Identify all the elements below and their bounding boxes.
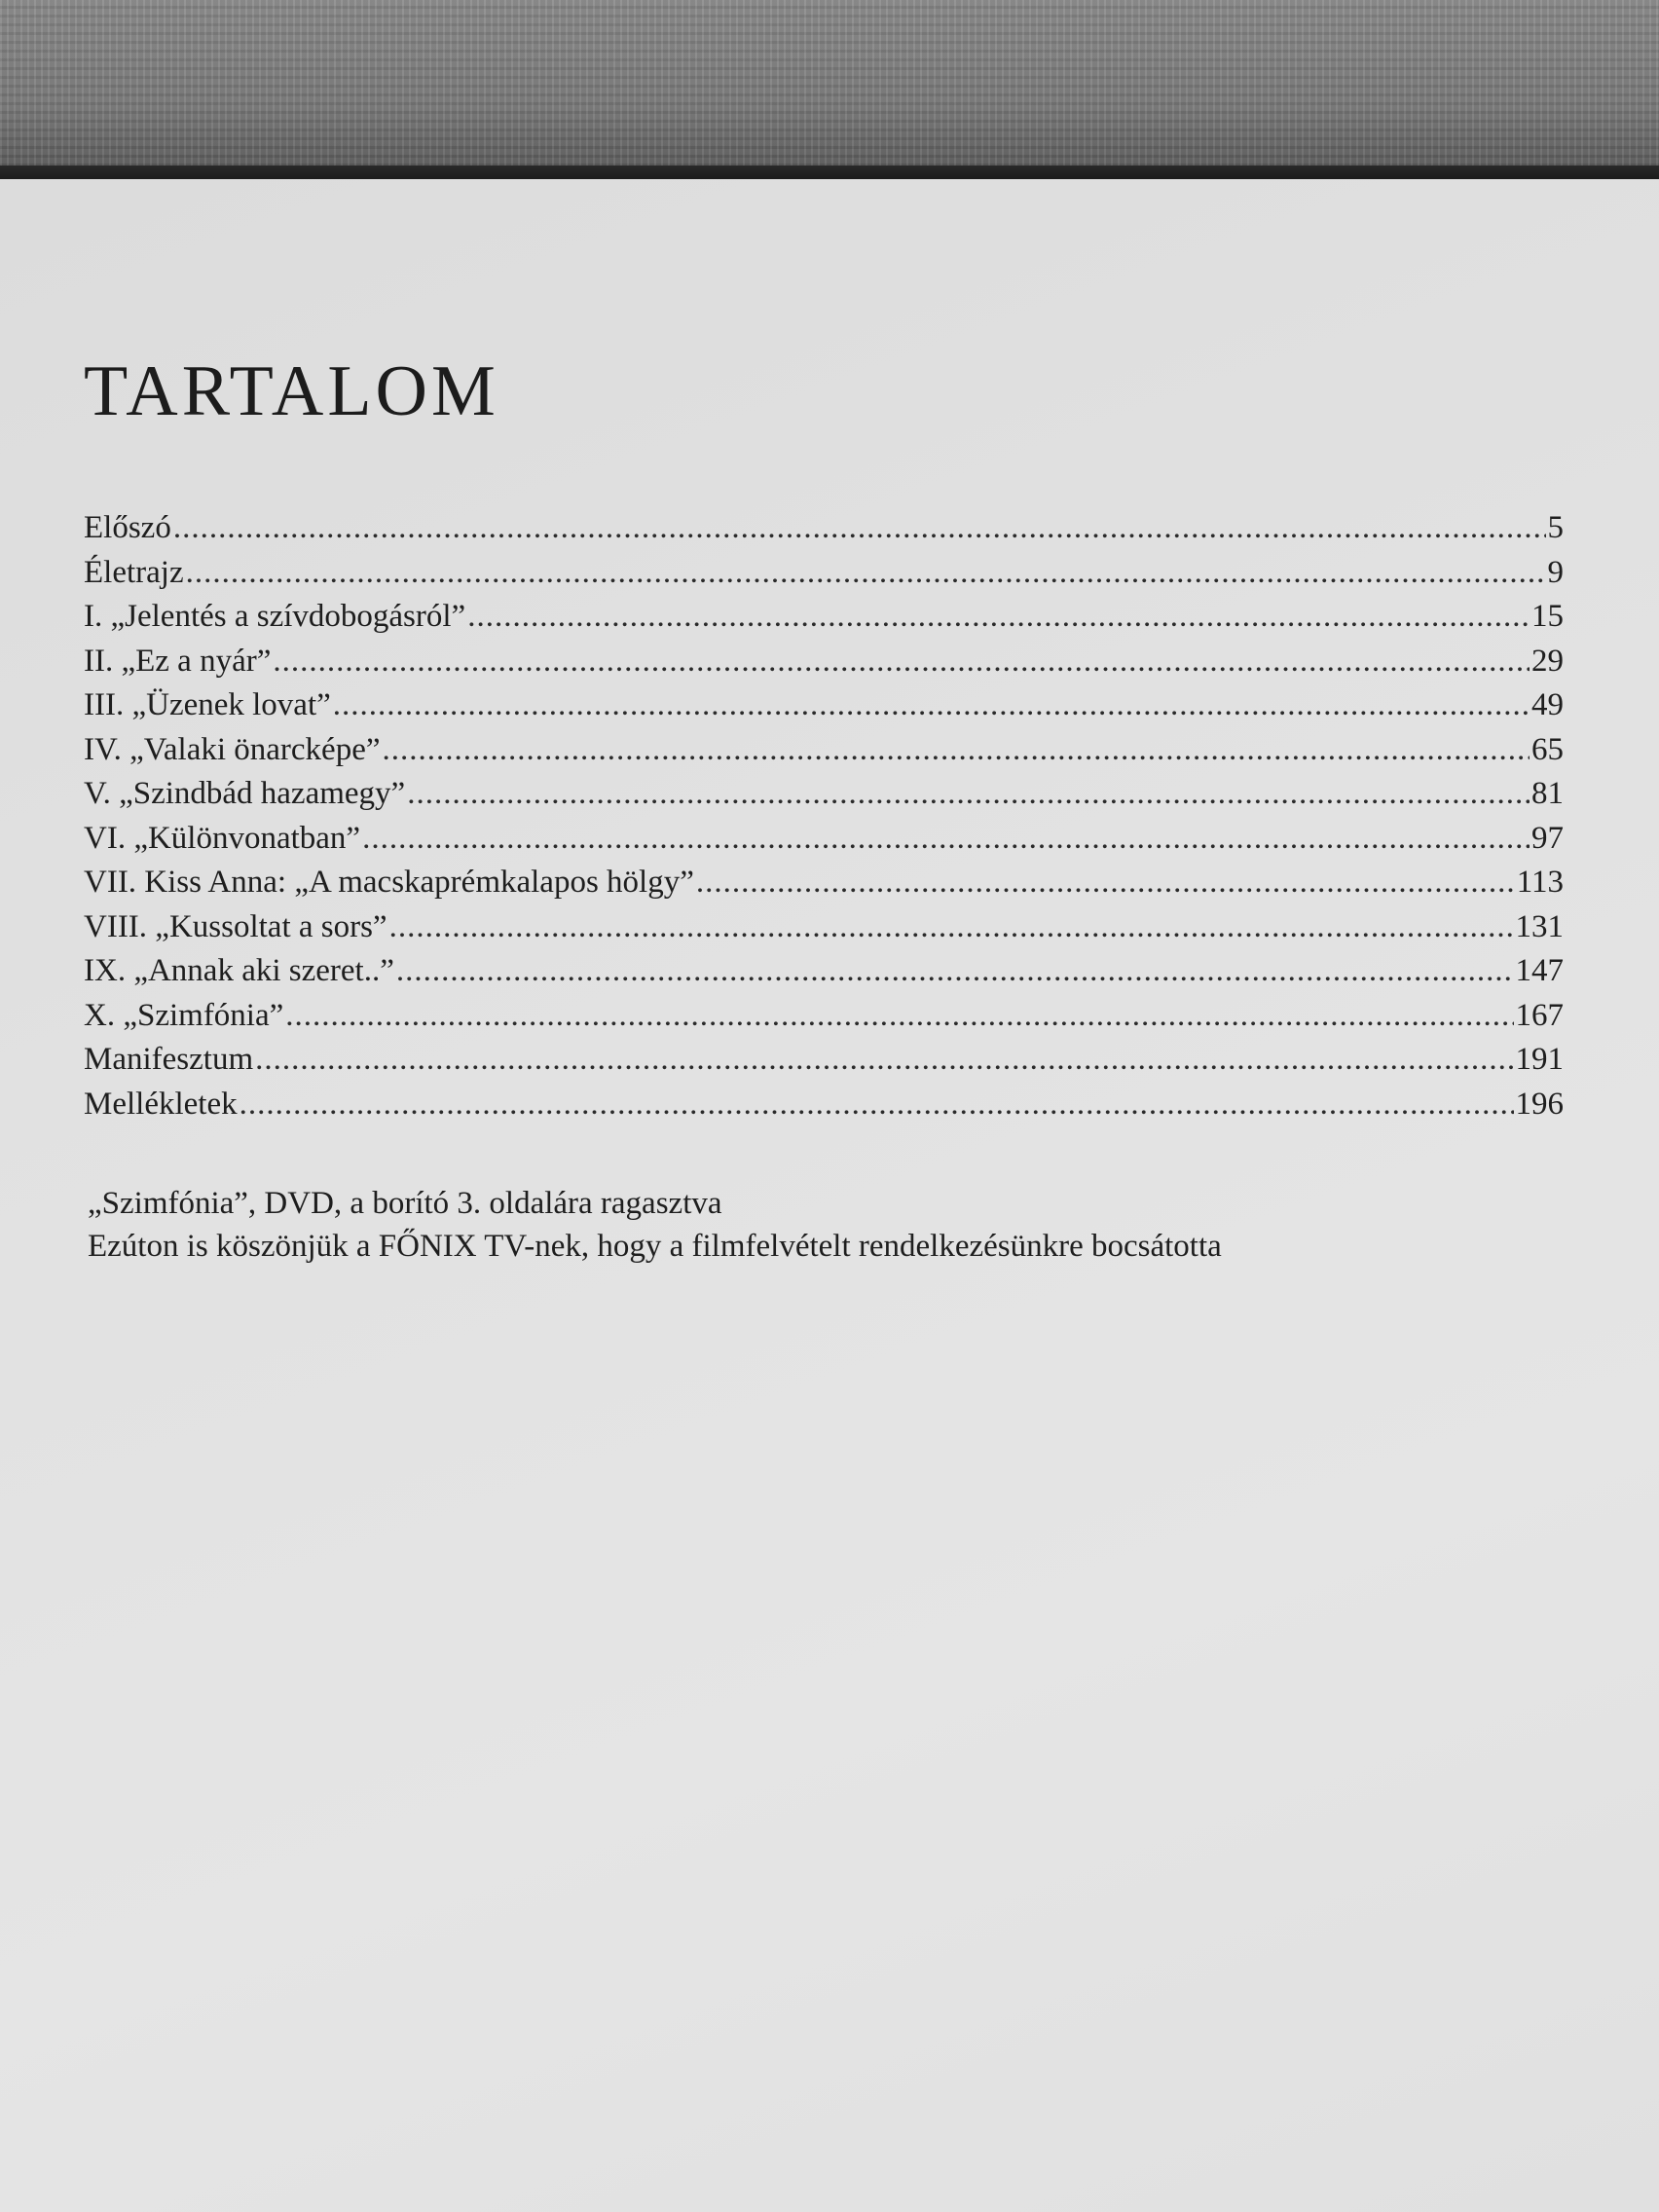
dot-leader <box>186 555 1546 591</box>
toc-entry <box>84 1087 1564 1131</box>
toc-entry-page: 29 <box>1531 643 1564 679</box>
toc-entry <box>84 732 1564 777</box>
toc-entry-label: II. „Ez a nyár” <box>84 643 272 679</box>
dot-leader <box>240 1087 1514 1123</box>
toc-entry-page: 81 <box>1531 776 1564 811</box>
dot-leader <box>255 1042 1513 1078</box>
toc-entry-page: 9 <box>1547 554 1564 590</box>
dot-leader <box>396 953 1514 989</box>
toc-entry <box>84 953 1564 998</box>
toc-entry-label: VII. Kiss Anna: „A macskaprémkalapos hölgy” <box>84 865 694 900</box>
toc-entry-label: VI. „Különvonatban” <box>84 820 361 856</box>
dvd-note: „Szimfónia”, DVD, a borító 3. oldalára ragasztva <box>88 1186 722 1221</box>
toc-entry-page: 97 <box>1531 820 1564 856</box>
toc-entry-page: 131 <box>1515 908 1564 944</box>
toc-entry <box>84 776 1564 821</box>
dot-leader <box>273 644 1530 680</box>
dot-leader <box>389 909 1514 945</box>
toc-entry-page: 196 <box>1515 1086 1564 1122</box>
toc-entry <box>84 1042 1564 1087</box>
dot-leader <box>362 821 1530 857</box>
toc-entry <box>84 687 1564 732</box>
toc-entry <box>84 909 1564 954</box>
toc-entry <box>84 510 1564 555</box>
toc-entry-label: X. „Szimfónia” <box>84 997 284 1033</box>
toc-entry-label: Manifesztum <box>84 1042 254 1077</box>
dot-leader <box>407 776 1530 812</box>
toc-entry-label: VIII. „Kussoltat a sors” <box>84 908 387 944</box>
toc-entry-label: I. „Jelentés a szívdobogásról” <box>84 599 466 634</box>
toc-entry-page: 65 <box>1531 731 1564 767</box>
dot-leader <box>173 510 1546 546</box>
dot-leader <box>467 599 1530 635</box>
toc-entry-page: 15 <box>1531 599 1564 634</box>
toc-entry <box>84 865 1564 909</box>
footnotes <box>88 1182 1222 1268</box>
toc-entry <box>84 599 1564 644</box>
toc-entry-page: 191 <box>1515 1042 1564 1077</box>
toc-entry-label: Életrajz <box>84 554 184 590</box>
toc-entry <box>84 998 1564 1043</box>
acknowledgement-note: Ezúton is köszönjük a FŐNIX TV-nek, hogy a filmfelvételt rendelkezésünkre bocsátotta <box>88 1229 1222 1264</box>
toc-entry-page: 167 <box>1515 997 1564 1033</box>
toc-entry <box>84 555 1564 600</box>
toc-entry-page: 49 <box>1531 687 1564 722</box>
toc-entry-page: 113 <box>1516 865 1564 900</box>
toc-entry-page: 147 <box>1515 953 1564 988</box>
toc-entry-label: III. „Üzenek lovat” <box>84 687 331 722</box>
toc-entry <box>84 644 1564 688</box>
table-of-contents <box>84 510 1564 1130</box>
toc-entry <box>84 821 1564 866</box>
toc-entry-label: IV. „Valaki önarcképe” <box>84 731 381 767</box>
page-title: TARTALOM <box>84 351 499 431</box>
dot-leader <box>285 998 1513 1034</box>
desk-background <box>0 0 1659 175</box>
toc-entry-label: Előszó <box>84 510 171 545</box>
toc-entry-page: 5 <box>1547 510 1564 545</box>
dot-leader <box>333 687 1530 723</box>
dot-leader <box>696 865 1515 901</box>
toc-entry-label: IX. „Annak aki szeret..” <box>84 953 394 988</box>
toc-entry-label: Mellékletek <box>84 1086 238 1122</box>
dot-leader <box>383 732 1530 768</box>
toc-entry-label: V. „Szindbád hazamegy” <box>84 776 406 811</box>
